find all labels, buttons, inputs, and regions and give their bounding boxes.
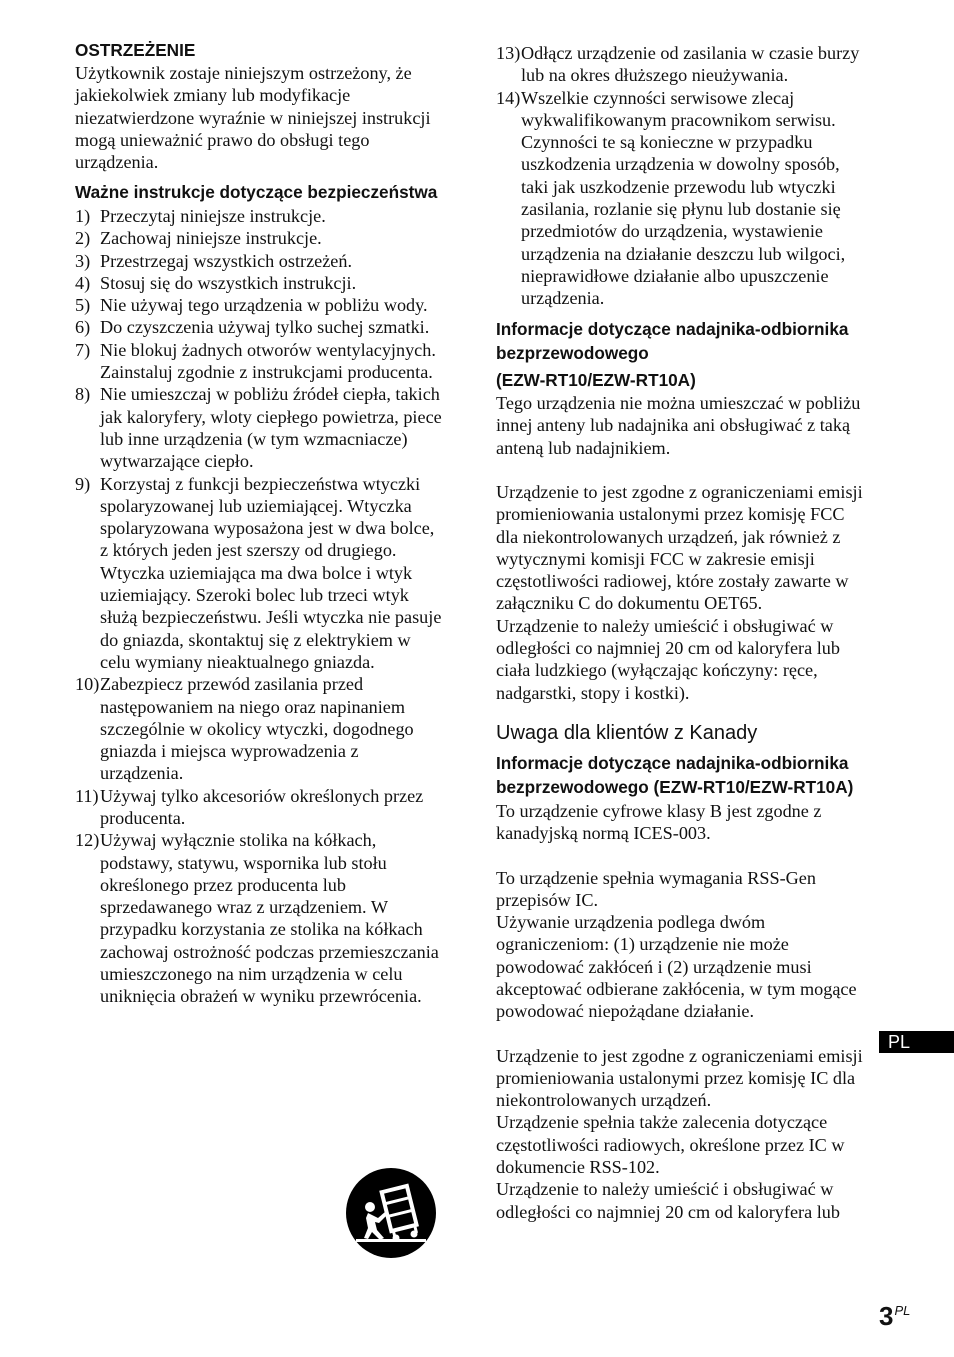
list-item: 8) Nie umieszczaj w pobliżu źródeł ciepła, takich jak kaloryfery, wloty ciepłego powietrza, piece lub inne urządzenia (w tym wzmacniacze) wytwarzające ciepło. [75, 384, 442, 472]
right-column [496, 38, 868, 1223]
cart-tip-over-warning-icon [344, 1166, 438, 1260]
canada-wireless-heading: Informacje dotyczące nadajnika-odbiornika bezprzewodowego (EZW-RT10/EZW-RT10A) [496, 752, 854, 798]
canada-paragraph: To urządzenie cyfrowe klasy B jest zgodne z kanadyjską normą ICES-003. [496, 800, 822, 844]
warning-text: Użytkownik zostaje niniejszym ostrzeżony, że jakiekolwiek zmiany lub modyfikacje niezatwierdzone wyraźnie w niniejszej instrukcji mogą unieważnić prawo do obsługi tego urządzenia. [75, 63, 431, 173]
list-item: 2) Zachowaj niniejsze instrukcje. [75, 228, 322, 249]
canada-heading: Uwaga dla klientów z Kanady [496, 721, 758, 744]
list-item: 14) Wszelkie czynności serwisowe zlecaj wykwalifikowanym pracownikom serwisu. Czynności te są konieczne w przypadku uszkodzenia urządzenia w dowolny sposób, taki jak uszkodzenie przewodu lub wtyczki zasilania, rozlanie się płynu lub dostanie się przedmiotów do urządzenia, wystawienie urządzenia na działanie deszczu lub wilgoci, nieprawidłowe działanie albo upuszczenie urządzenia. [496, 87, 846, 309]
left-column [75, 38, 443, 1008]
list-item: 6) Do czyszczenia używaj tylko suchej szmatki. [75, 317, 430, 338]
warning-heading: OSTRZEŻENIE [75, 40, 196, 60]
instructions-list [75, 205, 443, 1008]
list-item: 1) Przeczytaj niniejsze instrukcje. [75, 205, 326, 226]
wireless-paragraph: Urządzenie to należy umieścić i obsługiwać w odległości co najmniej 20 cm od kaloryfera lub ciała ludzkiego (wyłączając kończyny: ręce, nadgarstki, stopy i kostki). [496, 615, 840, 703]
canada-paragraph: Urządzenie to jest zgodne z ograniczeniami emisji promieniowania ustalonymi przez komisję IC dla niekontrolowanych urządzeń. [496, 1045, 863, 1111]
list-item: 4) Stosuj się do wszystkich instrukcji. [75, 272, 357, 293]
instructions-heading: Ważne instrukcje dotyczące bezpieczeństwa [75, 182, 438, 203]
page-number: $3^{PL}$ [879, 1301, 911, 1331]
list-item: 5) Nie używaj tego urządzenia w pobliżu wody. [75, 295, 428, 316]
wireless-paragraph: Tego urządzenia nie można umieszczać w pobliżu innej anteny lub nadajnika ani obsługiwać z taką anteną lub nadajnikiem. [496, 393, 861, 458]
canada-paragraph: Używanie urządzenia podlega dwóm ograniczeniom: (1) urządzenie nie może powodować zakłóceń i (2) urządzenie musi akceptować odbierane zakłócenia, w tym mogące powodować niepożądane działanie. [496, 912, 857, 1022]
wireless-paragraph: Urządzenie to jest zgodne z ograniczeniami emisji promieniowania ustalonymi przez komisję FCC dla niekontrolowanych urządzeń, jak również z wytycznymi komisji FCC w zakresie emisji częstotliwości radiowej, które zostały zawarte w załączniku C do dokumentu OET65. [496, 481, 863, 614]
language-tab: PL [879, 1031, 954, 1053]
instructions-list-continued [496, 42, 868, 310]
list-item: 3) Przestrzegaj wszystkich ostrzeżeń. [75, 250, 352, 271]
wireless-model: (EZW-RT10/EZW-RT10A) [496, 369, 696, 390]
list-item: 7) Nie blokuj żadnych otworów wentylacyjnych. Zainstaluj zgodnie z instrukcjami producenta. [75, 339, 436, 383]
list-item: 13) Odłącz urządzenie od zasilania w czasie burzy lub na okres dłuższego nieużywania. [496, 43, 860, 86]
list-item: 12) Używaj wyłącznie stolika na kółkach, podstawy, statywu, wspornika lub stołu określonego przez producenta lub sprzedawanego wraz z urządzeniem. W przypadku korzystania ze stolika na kółkach zachowaj ostrożność podczas przemieszczania umieszczonego na nim urządzenia w celu uniknięcia obrażeń w wyniku przewrócenia. [75, 830, 439, 1007]
wireless-heading: Informacje dotyczące nadajnika-odbiornika bezprzewodowego [496, 318, 849, 364]
canada-paragraph: Urządzenie spełnia także zalecenia dotyczące częstotliwości radiowych, określone przez IC w dokumencie RSS-102. [496, 1112, 845, 1178]
list-item: 11) Używaj tylko akcesoriów określonych przez producenta. [75, 785, 424, 828]
canada-paragraph: To urządzenie spełnia wymagania RSS-Gen przepisów IC. [496, 867, 816, 910]
page-number-suffix: PL [894, 1303, 911, 1318]
list-item: 10) Zabezpiecz przewód zasilania przed następowaniem na niego oraz napinaniem szczególnie w okolicy wtyczki, dogodnego gniazda i miejsca wyprowadzenia z urządzenia. [75, 674, 414, 784]
list-item: 9) Korzystaj z funkcji bezpieczeństwa wtyczki spolaryzowanej lub uziemiającej. Wtyczka spolaryzowana wyposażona jest w dwa bolce, z których jeden jest szerszy od drugiego. Wtyczka uziemiająca ma dwa bolce i wtyk uziemiający. Szeroki bolec lub trzeci wtyk służą bezpieczeństwu. Jeśli wtyczka nie pasuje do gniazda, skontaktuj się z elektrykiem w celu wymiany nieaktualnego gniazda. [75, 473, 442, 672]
canada-paragraph: Urządzenie to należy umieścić i obsługiwać w odległości co najmniej 20 cm od kaloryfera lub [496, 1179, 840, 1222]
